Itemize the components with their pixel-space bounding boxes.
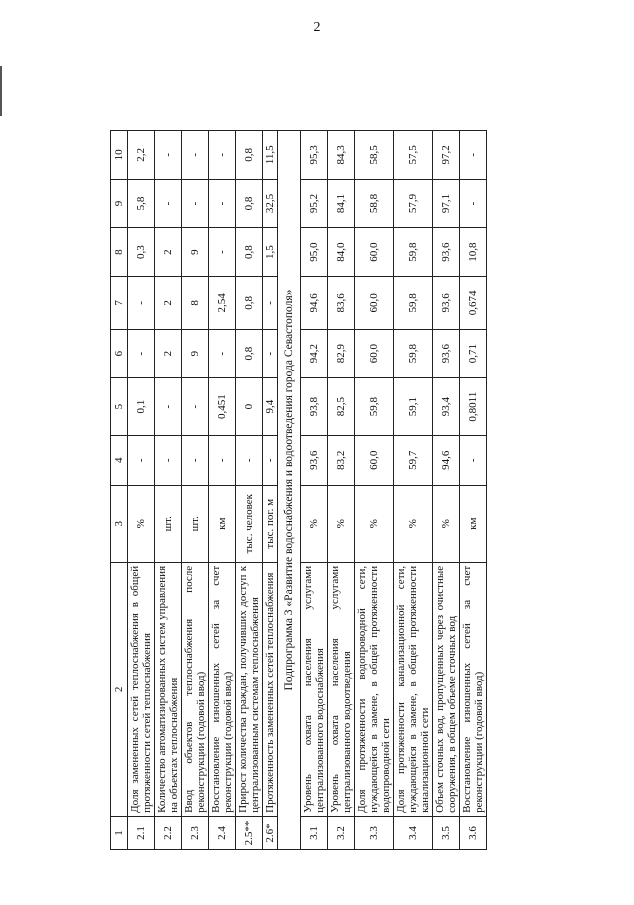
value-cell: 0,451 <box>209 378 236 435</box>
value-cell: - <box>263 329 278 378</box>
header-cell: 3 <box>111 485 128 562</box>
value-cell: 60,0 <box>355 435 394 485</box>
header-cell: 8 <box>111 228 128 277</box>
value-cell: 84,0 <box>328 228 355 277</box>
value-cell: 82,5 <box>328 378 355 435</box>
value-cell: 0,3 <box>128 228 155 277</box>
row-number: 2.1 <box>128 816 155 849</box>
table-row <box>301 131 328 850</box>
value-cell: 9 <box>182 228 209 277</box>
value-cell: 59,8 <box>394 329 433 378</box>
row-number: 3.2 <box>328 816 355 849</box>
value-cell: 0,71 <box>460 329 487 378</box>
value-cell: - <box>209 131 236 180</box>
value-cell: 60,0 <box>355 228 394 277</box>
indicator-name: Доля протяженности канализационной сети, нуждающейся в замене, в общей протяженности канализационной сети <box>394 562 433 816</box>
value-cell: 60,0 <box>355 276 394 329</box>
header-cell: 10 <box>111 131 128 180</box>
value-cell: 60,0 <box>355 329 394 378</box>
value-cell: - <box>460 179 487 228</box>
value-cell: - <box>128 276 155 329</box>
table-row <box>394 131 433 850</box>
table-row <box>460 131 487 850</box>
page-number: 2 <box>313 20 321 35</box>
value-cell: 0,8 <box>236 131 263 180</box>
value-cell: 95,3 <box>301 131 328 180</box>
unit-cell: тыс. пог. м <box>263 485 278 562</box>
value-cell: 59,7 <box>394 435 433 485</box>
table-row <box>355 131 394 850</box>
indicator-name: Количество автоматизированных систем управления на объектах теплоснабжения <box>155 562 182 816</box>
value-cell: - <box>182 435 209 485</box>
table-row <box>328 131 355 850</box>
header-cell: 9 <box>111 179 128 228</box>
value-cell: 2 <box>155 228 182 277</box>
value-cell: 2,54 <box>209 276 236 329</box>
row-number: 3.1 <box>301 816 328 849</box>
header-cell: 1 <box>111 816 128 849</box>
row-number: 3.5 <box>433 816 460 849</box>
value-cell: 84,1 <box>328 179 355 228</box>
header-cell: 4 <box>111 435 128 485</box>
value-cell: - <box>460 131 487 180</box>
row-number: 2.6* <box>263 816 278 849</box>
value-cell: - <box>209 435 236 485</box>
value-cell: 59,8 <box>355 378 394 435</box>
unit-cell: % <box>394 485 433 562</box>
table-row <box>263 131 278 850</box>
row-number: 2.5** <box>236 816 263 849</box>
value-cell: - <box>460 435 487 485</box>
value-cell: - <box>263 435 278 485</box>
value-cell: - <box>128 329 155 378</box>
header-cell: 5 <box>111 378 128 435</box>
subprogram-row <box>278 131 301 850</box>
row-number: 3.4 <box>394 816 433 849</box>
value-cell: - <box>182 179 209 228</box>
value-cell: - <box>209 179 236 228</box>
unit-cell: % <box>433 485 460 562</box>
value-cell: - <box>182 378 209 435</box>
indicator-name: Доля замененных сетей теплоснабжения в общей протяженности сетей теплоснабжения <box>128 562 155 816</box>
value-cell: 0,8 <box>236 228 263 277</box>
value-cell: 95,0 <box>301 228 328 277</box>
value-cell: 0,8011 <box>460 378 487 435</box>
value-cell: 0,8 <box>236 179 263 228</box>
value-cell: 1,5 <box>263 228 278 277</box>
value-cell: 83,6 <box>328 276 355 329</box>
value-cell: 94,6 <box>433 435 460 485</box>
value-cell: 0,8 <box>236 329 263 378</box>
indicator-name: Уровень охвата населения услугами централизованного водоотведения <box>328 562 355 816</box>
header-row <box>111 131 128 850</box>
indicator-name: Доля протяженности водопроводной сети, нуждающейся в замене, в общей протяженности водопроводной сети <box>355 562 394 816</box>
value-cell: - <box>155 435 182 485</box>
value-cell: 2 <box>155 276 182 329</box>
value-cell: 9,4 <box>263 378 278 435</box>
value-cell: 97,2 <box>433 131 460 180</box>
value-cell: 8 <box>182 276 209 329</box>
value-cell: 2,2 <box>128 131 155 180</box>
unit-cell: % <box>301 485 328 562</box>
subprogram-title: Подпрограмма 3 «Развитие водоснабжения и водоотведения города Севастополя» <box>278 131 301 850</box>
value-cell: 95,2 <box>301 179 328 228</box>
value-cell: 94,6 <box>301 276 328 329</box>
unit-cell: км <box>209 485 236 562</box>
row-number: 2.3 <box>182 816 209 849</box>
header-cell: 6 <box>111 329 128 378</box>
indicator-name: Уровень охвата населения услугами централизованного водоснабжения <box>301 562 328 816</box>
table-row <box>209 131 236 850</box>
value-cell: 93,4 <box>433 378 460 435</box>
row-number: 3.3 <box>355 816 394 849</box>
value-cell: 83,2 <box>328 435 355 485</box>
value-cell: 57,9 <box>394 179 433 228</box>
value-cell: 32,5 <box>263 179 278 228</box>
table-row <box>155 131 182 850</box>
value-cell: 59,1 <box>394 378 433 435</box>
value-cell: - <box>155 131 182 180</box>
value-cell: - <box>209 329 236 378</box>
unit-cell: % <box>355 485 394 562</box>
unit-cell: шт. <box>155 485 182 562</box>
indicator-name: Восстановление изношенных сетей за счет реконструкции (годовой ввод) <box>209 562 236 816</box>
unit-cell: км <box>460 485 487 562</box>
value-cell: 58,8 <box>355 179 394 228</box>
value-cell: 93,8 <box>301 378 328 435</box>
value-cell: 84,3 <box>328 131 355 180</box>
table-row <box>236 131 263 850</box>
header-cell: 2 <box>111 562 128 816</box>
value-cell: 93,6 <box>433 228 460 277</box>
table-row <box>128 131 155 850</box>
unit-cell: шт. <box>182 485 209 562</box>
value-cell: 0,8 <box>236 276 263 329</box>
rotated-table-container <box>110 130 550 850</box>
row-number: 2.2 <box>155 816 182 849</box>
indicator-name: Объем сточных вод, пропущенных через очистные сооружения, в общем объеме сточных вод <box>433 562 460 816</box>
indicator-name: Ввод объектов теплоснабжения после реконструкции (годовой ввод) <box>182 562 209 816</box>
indicator-name: Протяженность замененных сетей теплоснабжения <box>263 562 278 816</box>
margin-mark <box>0 66 2 116</box>
value-cell: 5,8 <box>128 179 155 228</box>
table-row <box>433 131 460 850</box>
value-cell: 58,5 <box>355 131 394 180</box>
value-cell: 0 <box>236 378 263 435</box>
value-cell: 2 <box>155 329 182 378</box>
value-cell: 11,5 <box>263 131 278 180</box>
row-number: 3.6 <box>460 816 487 849</box>
unit-cell: % <box>128 485 155 562</box>
value-cell: 9 <box>182 329 209 378</box>
value-cell: 10,8 <box>460 228 487 277</box>
unit-cell: тыс. человек <box>236 485 263 562</box>
header-cell: 7 <box>111 276 128 329</box>
value-cell: 94,2 <box>301 329 328 378</box>
indicator-name: Прирост количества граждан, получивших доступ к централизованным системам теплоснабжения <box>236 562 263 816</box>
value-cell: - <box>263 276 278 329</box>
value-cell: - <box>155 378 182 435</box>
value-cell: 59,8 <box>394 276 433 329</box>
unit-cell: % <box>328 485 355 562</box>
value-cell: - <box>236 435 263 485</box>
value-cell: 93,6 <box>433 276 460 329</box>
value-cell: 0,674 <box>460 276 487 329</box>
row-number: 2.4 <box>209 816 236 849</box>
value-cell: - <box>128 435 155 485</box>
table-row <box>182 131 209 850</box>
value-cell: 93,6 <box>301 435 328 485</box>
value-cell: 59,8 <box>394 228 433 277</box>
indicators-table <box>110 130 487 850</box>
value-cell: 82,9 <box>328 329 355 378</box>
value-cell: - <box>209 228 236 277</box>
value-cell: 57,5 <box>394 131 433 180</box>
value-cell: 93,6 <box>433 329 460 378</box>
value-cell: - <box>155 179 182 228</box>
value-cell: 0,1 <box>128 378 155 435</box>
indicator-name: Восстановление изношенных сетей за счет реконструкции (годовой ввод) <box>460 562 487 816</box>
table-body <box>111 131 487 850</box>
value-cell: - <box>182 131 209 180</box>
value-cell: 97,1 <box>433 179 460 228</box>
